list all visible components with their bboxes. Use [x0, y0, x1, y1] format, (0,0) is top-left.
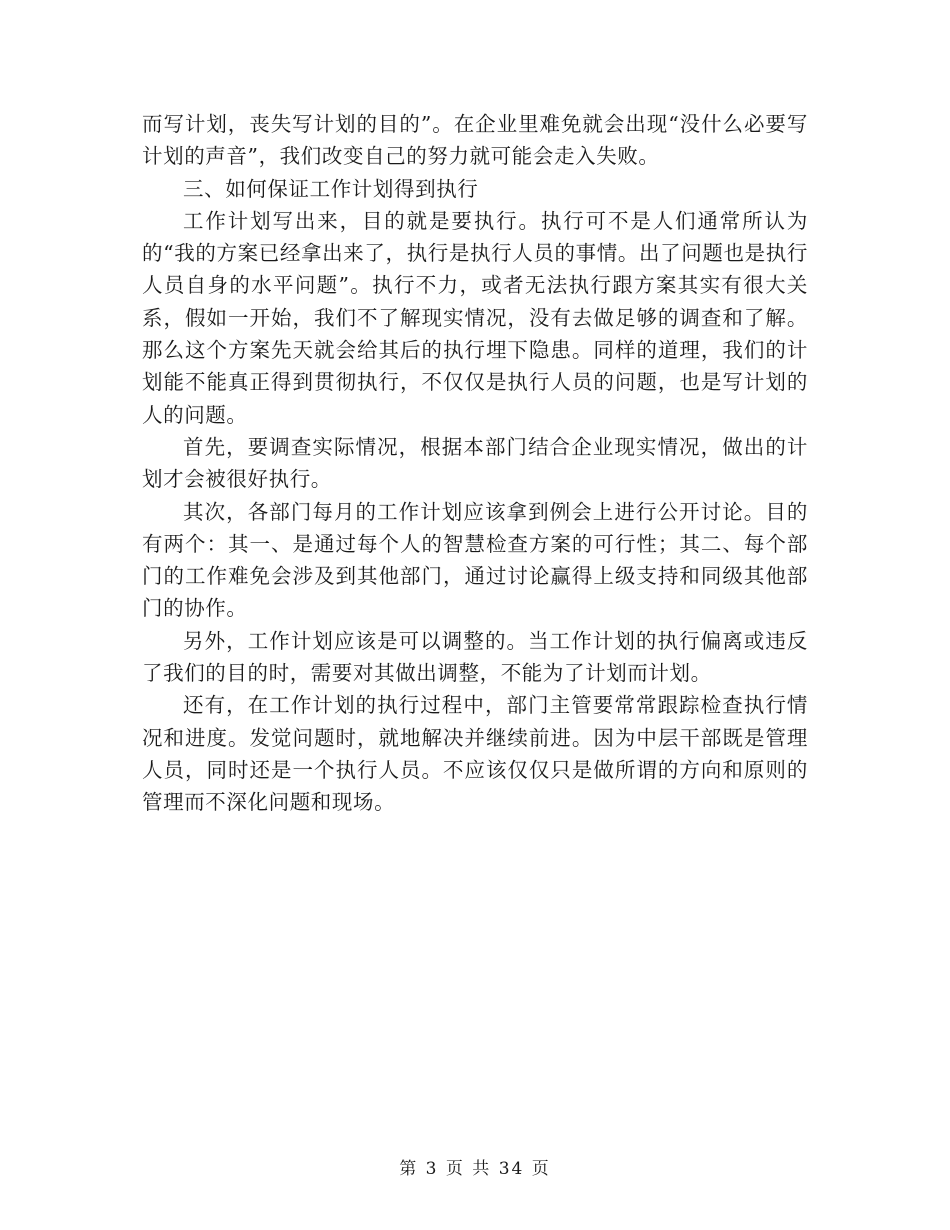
- paragraph-also: 还有，在工作计划的执行过程中，部门主管要常常跟踪检查执行情况和进度。发觉问题时，就地解决并继续前进。因为中层干部既是管理人员，同时还是一个执行人员。不应该仅仅只是做所谓的方向和原则的管理而不深化问题和现场。: [142, 693, 808, 815]
- paragraph-second: 其次，各部门每月的工作计划应该拿到例会上进行公开讨论。目的有两个：其一、是通过每个人的智慧检查方案的可行性；其二、每个部门的工作难免会涉及到其他部门，通过讨论赢得上级支持和同级其他部门的协作。: [142, 499, 808, 621]
- document-body: [142, 108, 808, 819]
- paragraph-execution-intro: 工作计划写出来，目的就是要执行。执行可不是人们通常所认为的“我的方案已经拿出来了，执行是执行人员的事情。出了问题也是执行人员自身的水平问题”。执行不力，或者无法执行跟方案其实有很大关系，假如一开始，我们不了解现实情况，没有去做足够的调查和了解。那么这个方案先天就会给其后的执行埋下隐患。同样的道理，我们的计划能不能真正得到贯彻执行，不仅仅是执行人员的问题，也是写计划的人的问题。: [142, 208, 808, 427]
- page-number-footer: 第 3 页 共 34 页: [399, 1159, 551, 1179]
- paragraph-continuation: 而写计划，丧失写计划的目的”。在企业里难免就会出现“没什么必要写计划的声音”，我们改变自己的努力就可能会走入失败。: [142, 112, 808, 169]
- paragraph-first: 首先，要调查实际情况，根据本部门结合企业现实情况，做出的计划才会被很好执行。: [142, 434, 808, 492]
- paragraph-additionally: 另外，工作计划应该是可以调整的。当工作计划的执行偏离或违反了我们的目的时，需要对其做出调整，不能为了计划而计划。: [142, 628, 808, 686]
- section-heading: 三、如何保证工作计划得到执行: [183, 176, 479, 201]
